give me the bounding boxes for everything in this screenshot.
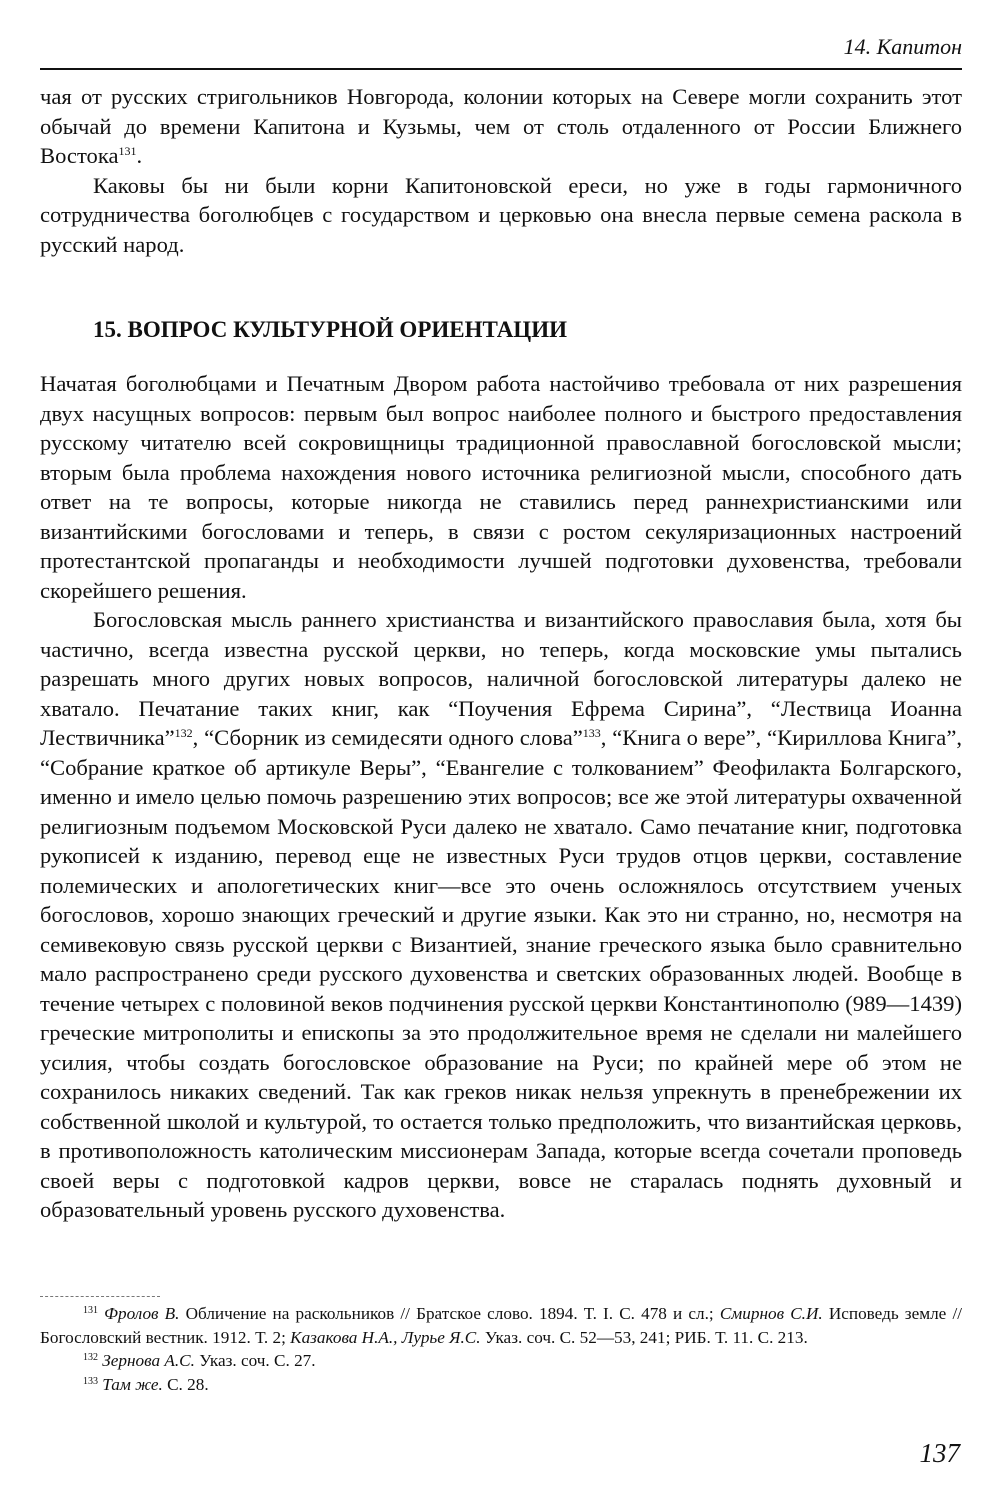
section-heading: 15. ВОПРОС КУЛЬТУРНОЙ ОРИЕНТАЦИИ (93, 317, 567, 342)
footnote-number: 132 (83, 1352, 98, 1363)
footnote-ref-132[interactable]: 132 (174, 726, 193, 740)
paragraph-text: чая от русских стригольников Новгорода, колонии которых на Севере могли сохранить этот обычай до времени Капитона и Кузьмы, чем от столь отдаленного от России Ближнего Востока (40, 84, 962, 168)
footnote-text: Указ. соч. С. 52—53, 241; РИБ. Т. 11. С. 213. (480, 1327, 808, 1347)
paragraph: Каковы бы ни были корни Капитоновской ереси, но уже в годы гармоничного сотрудничества боголюбцев с государством и церковью она внесла первые семена раскола в русский народ. (40, 172, 962, 257)
footnote-number: 131 (83, 1305, 98, 1316)
footnote-text: С. 28. (162, 1374, 209, 1394)
paragraph-text: Богословская мысль раннего христианства и византийского православия была, хотя бы частично, всегда известна русской церкви, но теперь, когда московские умы пытались разрешать много других новых вопросов, наличной богословской литературы далеко не хватало. Печатание таких книг, как “Поучения Ефрема Сирина”, “Лествица Иоанна Лествичника” (40, 607, 962, 750)
running-head (40, 34, 962, 70)
footnote-text: Исповедь земле // Богословский вестник. 1912. Т. 2; (40, 1304, 963, 1347)
footnote-author: Зернова А.С. (102, 1351, 195, 1370)
footnote-ref-131[interactable]: 131 (118, 144, 137, 158)
footnotes (40, 1302, 962, 1396)
footnote-text: Указ. соч. С. 27. (194, 1351, 316, 1370)
footnote-author: Казакова Н.А., Лурье Я.С. (290, 1327, 481, 1347)
paragraph-text: . (136, 143, 143, 168)
paragraph: Начатая боголюбцами и Печатным Двором работа настойчиво требовала от них разрешения двух насущных вопросов: первым был вопрос наиболее полного и быстрого предоставления русскому читателю всей сокровищницы традиционной православной богословской мысли; вторым была проблема нахождения нового источника религиозной мысли, способного дать ответ на те вопросы, которые никогда не ставились перед раннехристианскими или византийскими богословами и теперь, в связи с ростом секуляризационных настроений протестантской пропаганды и необходимости лучшей подготовки духовенства, требовали скорейшего решения. (40, 371, 962, 603)
footnote-divider (40, 1296, 160, 1297)
paragraph-continuation (40, 82, 962, 171)
paragraph-text: , “Книга о вере”, “Кириллова Книга”, “Собрание краткое об артикуле Веры”, “Евангелие с толкованием” Феофилакта Болгарского, именно и имело целью помочь разрешению этих вопросов; все же этой литературы охваченной религиозным подъемом Московской Руси далеко не хватало. Само печатание книг, подготовка рукописей к изданию, перевод еще не известных Руси трудов отцов церкви, составление полемических и апологетических книг—все это очень осложнялось отсутствием ученых богословов, хорошо знающих греческий и другие языки. Как это ни странно, но, несмотря на семивековую связь русской церкви с Византией, знание греческого языка было сравнительно мало распространено среди русского духовенства и светских образованных людей. Вообще в течение четырех с половиной веков подчинения русской церкви Константинополю (989—1439) греческие митрополиты и епископы за это продолжительное время не сделали ни малейшего усилия, чтобы создать богословское образование на Руси; по крайней мере об этом не сохранилось никаких сведений. Так как греков никак нельзя упрекнуть в пренебрежении их собственной школой и культурой, то остается только предположить, что византийская церковь, в противоположность католическим миссионерам Запада, которые всегда сочетали проповедь своей веры с подготовкой кадров церкви, вовсе не старалась поднять духовный и образовательный уровень русского духовенства. (40, 725, 963, 1222)
footnote-131 (40, 1302, 962, 1349)
body-text (40, 82, 962, 1225)
paragraph-text: , “Сборник из семидесяти одного слова” (192, 725, 583, 750)
footnote-132 (40, 1349, 962, 1373)
footnote-author: Смирнов С.И. (719, 1304, 823, 1323)
page-number: 137 (919, 1438, 960, 1468)
footnote-author: Там же. (102, 1374, 163, 1394)
paragraph (40, 605, 962, 1225)
footnote-ref-133[interactable]: 133 (582, 726, 601, 740)
footnote-number: 133 (83, 1375, 98, 1387)
footnote-text: Обличение на раскольников // Братское слово. 1894. Т. I. С. 478 и сл.; (179, 1304, 720, 1323)
footnote-author: Фролов В. (104, 1304, 180, 1323)
footnote-133 (40, 1373, 962, 1397)
running-head-title: 14. Капитон (843, 34, 962, 59)
